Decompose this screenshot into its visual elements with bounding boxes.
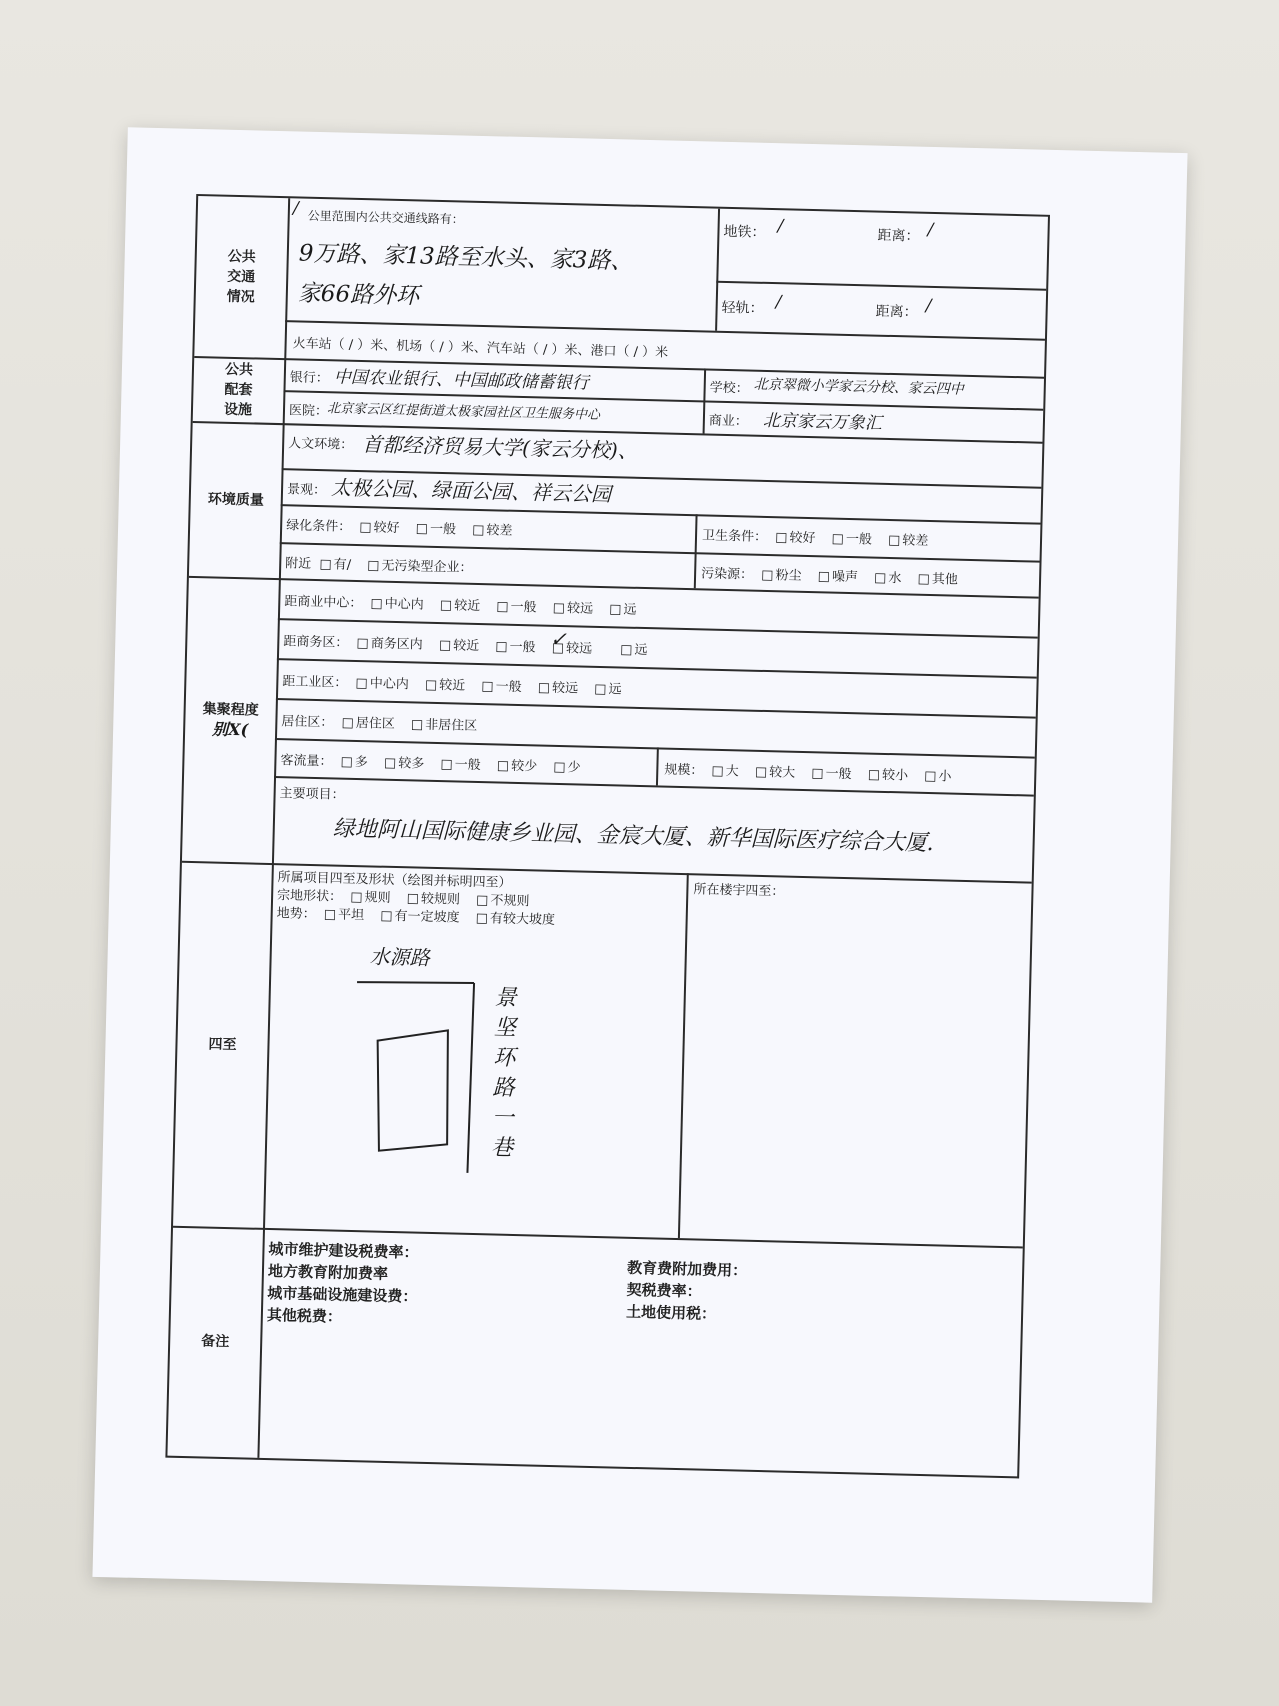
pollution-row: 污染源： □ 粉尘 □ 噪声 □ 水 □ 其他: [701, 562, 970, 588]
business-option-near[interactable]: □ 较近: [439, 638, 480, 654]
remark-right-2: 契税费率：: [626, 1280, 702, 1301]
projects-value: 绿地阿山国际健康乡业园、金宸大厦、新华国际医疗综合大厦.: [332, 816, 934, 857]
paper-sheet: [92, 127, 1187, 1602]
boundaries-header: 所属项目四至及形状（绘图并标明四至）: [277, 870, 512, 891]
pollution-option-dust[interactable]: □ 粉尘: [761, 568, 802, 584]
scale-option-small[interactable]: □ 小: [924, 769, 952, 785]
pollution-option-other[interactable]: □ 其他: [917, 572, 958, 588]
terrain-option-flat[interactable]: □ 平坦: [324, 907, 365, 923]
culture-value: 首都经济贸易大学(家云分校)、: [361, 432, 639, 463]
stations-line: 火车站（ / ）米、机场（ / ）米、汽车站（ / ）米、港口（ / ）米: [292, 336, 669, 361]
green-condition-row: 绿化条件： □ 较好 □ 一般 □ 较差: [286, 514, 525, 539]
remark-line-1: 城市维护建设税费率：: [268, 1240, 419, 1262]
survey-form: [165, 194, 1050, 1478]
green-option-poor[interactable]: □ 较差: [472, 523, 513, 539]
bus-lines-value-2: 家66路外环: [297, 280, 420, 310]
business-option-average[interactable]: □ 一般: [495, 639, 536, 655]
business-option-inside[interactable]: □ 商务区内: [356, 636, 423, 653]
scenery-value: 太极公园、绿面公园、祥云公园: [330, 475, 612, 507]
residential-row: 居住区： □ 居住区 □ 非居住区: [281, 710, 489, 734]
traffic-option-many[interactable]: □ 多: [340, 755, 368, 771]
pollution-option-noise[interactable]: □ 噪声: [818, 569, 859, 585]
residential-option-no[interactable]: □ 非居住区: [411, 717, 478, 734]
commerce-value: 北京家云万象汇: [762, 410, 883, 434]
traffic-option-average[interactable]: □ 一般: [440, 757, 481, 773]
hospital-label: 医院：: [288, 403, 329, 420]
commercial-option-inside[interactable]: □ 中心内: [370, 596, 424, 612]
traffic-option-less[interactable]: □ 较少: [497, 758, 538, 774]
environment-section-label: 环境质量: [207, 490, 264, 509]
business-option-far[interactable]: □ 远: [620, 642, 648, 658]
hygiene-option-good[interactable]: □ 较好: [775, 530, 816, 546]
remarks-section-label: 备注: [201, 1333, 230, 1351]
shape-option-regular[interactable]: □ 规则: [350, 890, 391, 906]
industrial-zone-row: 距工业区： □ 中心内 □ 较近 □ 一般 □ 较远 □ 远: [282, 670, 634, 698]
nearby-option-no-pollution[interactable]: □ 无污染型企业：: [367, 558, 473, 576]
facilities-section-label: 公共配套设施: [223, 361, 254, 418]
rail-value: /: [775, 292, 782, 313]
rail-label: 轻轨：: [721, 299, 764, 317]
nearby-option-yes[interactable]: □ 有/: [319, 557, 351, 573]
bank-label: 银行：: [289, 370, 329, 387]
metro-label: 地铁：: [723, 223, 766, 241]
hospital-value: 北京家云区红提街道太极家园社区卫生服务中心: [326, 401, 601, 423]
hygiene-option-average[interactable]: □ 一般: [831, 532, 872, 548]
rail-distance-label: 距离：: [875, 303, 918, 321]
checkmark-icon: ✓: [549, 626, 568, 652]
industrial-option-inside[interactable]: □ 中心内: [355, 676, 409, 692]
industrial-option-farther[interactable]: □ 较远: [538, 680, 579, 696]
terrain-option-slope[interactable]: □ 有一定坡度: [380, 909, 460, 926]
school-value: 北京翠微小学家云分校、家云四中: [753, 376, 964, 398]
industrial-option-average[interactable]: □ 一般: [481, 679, 522, 695]
commercial-option-near[interactable]: □ 较近: [440, 598, 481, 614]
remark-line-3: 城市基础设施建设费：: [267, 1284, 418, 1306]
scale-row: 规模： □ 大 □ 较大 □ 一般 □ 较小 □ 小: [664, 759, 964, 785]
remarks-right-list: [626, 1257, 748, 1326]
bus-radius-mark: /: [292, 198, 299, 219]
remark-right-1: 教育费附加费用：: [626, 1258, 748, 1280]
bus-lines-value-1: 9万路、家13路至水头、家3路、: [298, 240, 634, 275]
remark-right-3: 土地使用税：: [625, 1302, 717, 1323]
residential-option-yes[interactable]: □ 居住区: [341, 716, 395, 732]
shape-option-fairly-regular[interactable]: □ 较规则: [407, 891, 461, 907]
remark-line-2: 地方教育附加费率: [267, 1262, 389, 1283]
agglomeration-note: 别X(: [211, 719, 249, 739]
scale-option-large[interactable]: □ 大: [711, 764, 739, 780]
shape-option-irregular[interactable]: □ 不规则: [476, 893, 530, 909]
traffic-option-more[interactable]: □ 较多: [384, 756, 425, 772]
business-district-row: 距商务区： □ 商务区内 □ 较近 □ 一般 ✓ □ 较远 □ 远: [283, 630, 660, 658]
building-boundaries-label: 所在楼宇四至：: [693, 882, 785, 900]
hygiene-option-poor[interactable]: □ 较差: [888, 533, 929, 549]
business-option-farther-wrap: [549, 626, 609, 657]
shape-row: 宗地形状： □ 规则 □ 较规则 □ 不规则: [277, 884, 542, 909]
traffic-option-few[interactable]: □ 少: [553, 760, 581, 776]
green-option-good[interactable]: □ 较好: [359, 520, 400, 536]
commercial-center-row: 距商业中心： □ 中心内 □ 较近 □ 一般 □ 较远 □ 远: [284, 590, 649, 618]
scenery-label: 景观：: [286, 482, 327, 499]
metro-distance-label: 距离：: [877, 227, 920, 245]
terrain-row: 地势： □ 平坦 □ 有一定坡度 □ 有较大坡度: [277, 902, 568, 928]
agglomeration-section-label: 集聚程度 别X(: [202, 700, 259, 739]
commercial-option-farther[interactable]: □ 较远: [553, 601, 594, 617]
bus-lines-label: 公里范围内公共交通线路有：: [307, 208, 464, 227]
commercial-option-far[interactable]: □ 远: [609, 602, 637, 618]
business-option-farther[interactable]: □ 较远: [552, 641, 593, 657]
commerce-label: 商业：: [708, 413, 749, 430]
school-label: 学校：: [709, 380, 749, 397]
traffic-row: 客流量： □ 多 □ 较多 □ 一般 □ 较少 □ 少: [280, 749, 593, 776]
sketch-top-road-label: 水源路: [369, 944, 430, 970]
terrain-option-steep[interactable]: □ 有较大坡度: [476, 911, 556, 928]
commercial-option-average[interactable]: □ 一般: [496, 599, 537, 615]
transport-section-label: 公共交通情况: [226, 248, 256, 306]
scale-option-smaller[interactable]: □ 较小: [868, 768, 909, 784]
green-option-average[interactable]: □ 一般: [416, 521, 457, 537]
scale-option-larger[interactable]: □ 较大: [755, 765, 796, 781]
boundaries-section-label: 四至: [208, 1036, 237, 1053]
metro-distance-value: /: [927, 219, 934, 240]
bank-value: 中国农业银行、中国邮政储蓄银行: [333, 367, 589, 394]
nearby-row: 附近 □ 有/ □ 无污染型企业：: [285, 552, 485, 576]
culture-label: 人文环境：: [288, 436, 354, 453]
remark-line-4: 其他税费：: [266, 1306, 343, 1326]
scale-option-average[interactable]: □ 一般: [811, 766, 852, 782]
hygiene-condition-row: 卫生条件： □ 较好 □ 一般 □ 较差: [702, 524, 941, 549]
remarks-left-list: [267, 1238, 419, 1330]
metro-value: /: [777, 216, 784, 237]
industrial-option-near[interactable]: □ 较近: [425, 678, 466, 694]
rail-distance-value: /: [925, 295, 932, 316]
industrial-option-far[interactable]: □ 远: [594, 682, 622, 698]
sketch-side-road-label: 景 坚 环 路 一 巷: [490, 985, 518, 1161]
projects-label: 主要项目：: [279, 786, 345, 803]
pollution-option-water[interactable]: □ 水: [874, 571, 902, 587]
